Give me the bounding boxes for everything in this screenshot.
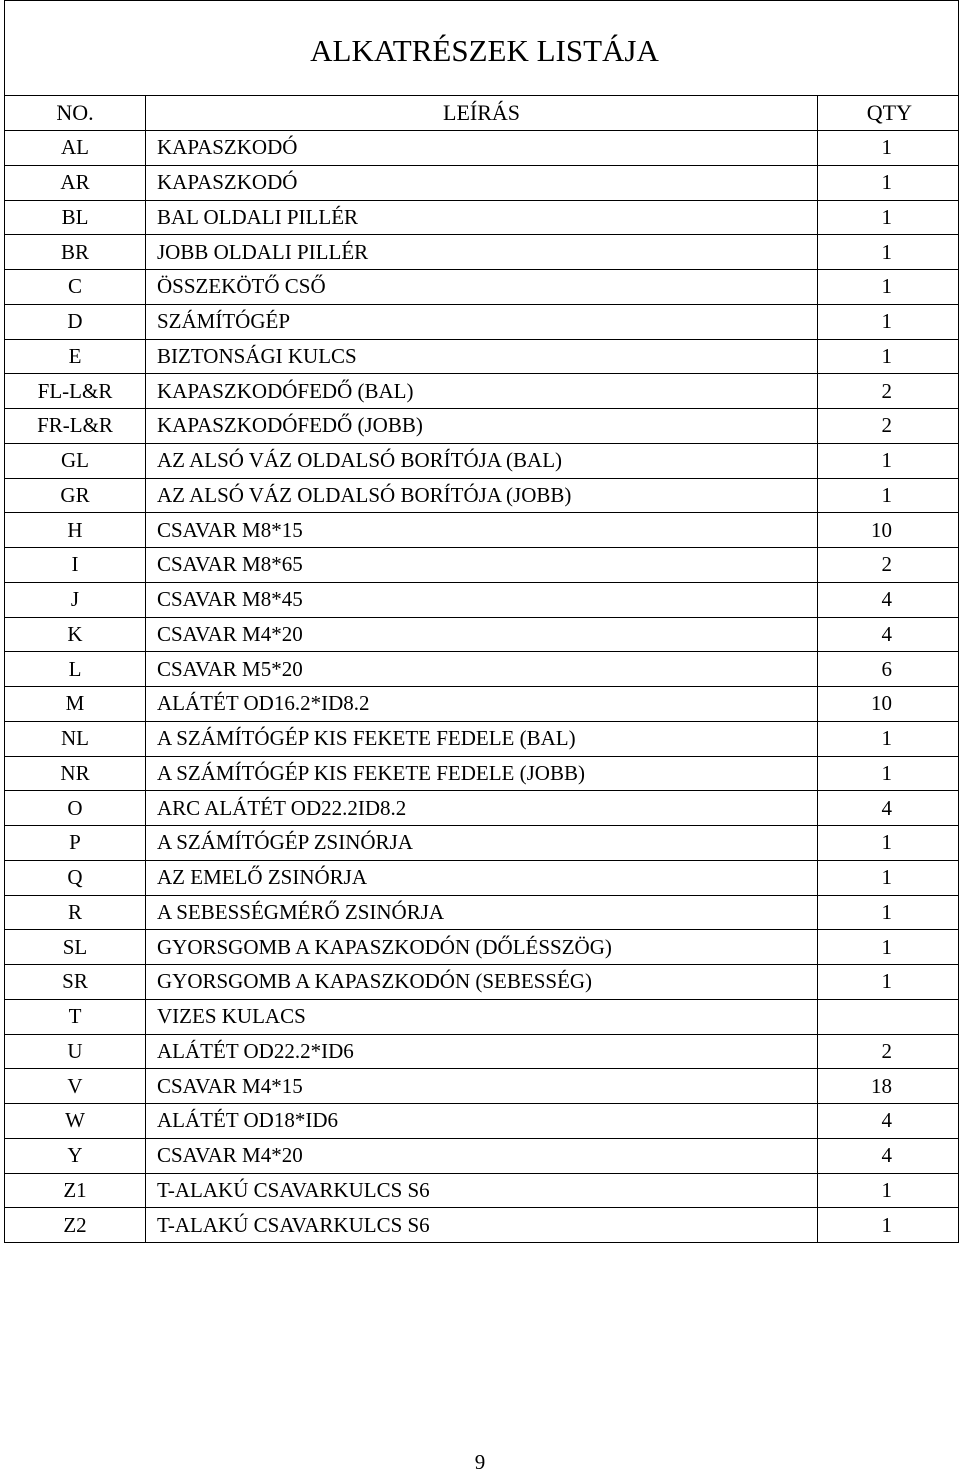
description-cell: SZÁMÍTÓGÉP bbox=[146, 304, 818, 339]
page-number: 9 bbox=[474, 1450, 486, 1474]
part-number-cell: U bbox=[5, 1034, 146, 1069]
part-number-cell: C bbox=[5, 270, 146, 305]
part-number-cell: E bbox=[5, 339, 146, 374]
table-row bbox=[5, 1069, 959, 1104]
quantity-cell: 1 bbox=[818, 235, 959, 270]
quantity-cell: 10 bbox=[818, 513, 959, 548]
table-row bbox=[5, 999, 959, 1034]
quantity-cell: 2 bbox=[818, 409, 959, 444]
table-row bbox=[5, 443, 959, 478]
part-number-cell: L bbox=[5, 652, 146, 687]
quantity-cell: 1 bbox=[818, 165, 959, 200]
description-cell: KAPASZKODÓFEDŐ (BAL) bbox=[146, 374, 818, 409]
description-cell: JOBB OLDALI PILLÉR bbox=[146, 235, 818, 270]
quantity-cell: 1 bbox=[818, 721, 959, 756]
table-row bbox=[5, 304, 959, 339]
quantity-cell: 1 bbox=[818, 304, 959, 339]
quantity-cell: 1 bbox=[818, 270, 959, 305]
table-row bbox=[5, 582, 959, 617]
table-row bbox=[5, 374, 959, 409]
part-number-cell: NR bbox=[5, 756, 146, 791]
table-row bbox=[5, 235, 959, 270]
table-row bbox=[5, 1208, 959, 1243]
part-number-cell: W bbox=[5, 1104, 146, 1139]
part-number-cell: Z2 bbox=[5, 1208, 146, 1243]
quantity-cell: 1 bbox=[818, 1208, 959, 1243]
description-cell: CSAVAR M5*20 bbox=[146, 652, 818, 687]
part-number-cell: Q bbox=[5, 860, 146, 895]
description-cell: KAPASZKODÓ bbox=[146, 131, 818, 166]
quantity-cell: 1 bbox=[818, 1173, 959, 1208]
table-row bbox=[5, 478, 959, 513]
page-title: ALKATRÉSZEK LISTÁJA bbox=[5, 1, 959, 96]
part-number-cell: SR bbox=[5, 965, 146, 1000]
part-number-cell: GR bbox=[5, 478, 146, 513]
quantity-cell: 2 bbox=[818, 374, 959, 409]
quantity-cell: 1 bbox=[818, 860, 959, 895]
header-row bbox=[5, 96, 959, 131]
quantity-cell: 4 bbox=[818, 617, 959, 652]
table-row bbox=[5, 409, 959, 444]
description-cell: BAL OLDALI PILLÉR bbox=[146, 200, 818, 235]
description-cell: ALÁTÉT OD22.2*ID6 bbox=[146, 1034, 818, 1069]
table-row bbox=[5, 721, 959, 756]
description-cell: AZ ALSÓ VÁZ OLDALSÓ BORÍTÓJA (BAL) bbox=[146, 443, 818, 478]
table-row bbox=[5, 756, 959, 791]
part-number-cell: FL-L&R bbox=[5, 374, 146, 409]
quantity-cell: 1 bbox=[818, 131, 959, 166]
part-number-cell: T bbox=[5, 999, 146, 1034]
table-row bbox=[5, 687, 959, 722]
part-number-cell: D bbox=[5, 304, 146, 339]
description-cell: A SZÁMÍTÓGÉP KIS FEKETE FEDELE (BAL) bbox=[146, 721, 818, 756]
part-number-cell: O bbox=[5, 791, 146, 826]
column-header-description: LEÍRÁS bbox=[146, 96, 818, 131]
part-number-cell: H bbox=[5, 513, 146, 548]
part-number-cell: J bbox=[5, 582, 146, 617]
description-cell: CSAVAR M8*15 bbox=[146, 513, 818, 548]
part-number-cell: AR bbox=[5, 165, 146, 200]
table-row bbox=[5, 895, 959, 930]
description-cell: BIZTONSÁGI KULCS bbox=[146, 339, 818, 374]
description-cell: A SZÁMÍTÓGÉP KIS FEKETE FEDELE (JOBB) bbox=[146, 756, 818, 791]
description-cell: VIZES KULACS bbox=[146, 999, 818, 1034]
part-number-cell: K bbox=[5, 617, 146, 652]
description-cell: T-ALAKÚ CSAVARKULCS S6 bbox=[146, 1208, 818, 1243]
description-cell: CSAVAR M4*20 bbox=[146, 617, 818, 652]
table-row bbox=[5, 513, 959, 548]
part-number-cell: R bbox=[5, 895, 146, 930]
table-row bbox=[5, 270, 959, 305]
table-row bbox=[5, 165, 959, 200]
part-number-cell: SL bbox=[5, 930, 146, 965]
part-number-cell: BL bbox=[5, 200, 146, 235]
part-number-cell: P bbox=[5, 826, 146, 861]
table-row bbox=[5, 930, 959, 965]
quantity-cell: 1 bbox=[818, 756, 959, 791]
description-cell: GYORSGOMB A KAPASZKODÓN (SEBESSÉG) bbox=[146, 965, 818, 1000]
part-number-cell: Y bbox=[5, 1138, 146, 1173]
part-number-cell: NL bbox=[5, 721, 146, 756]
table-row bbox=[5, 1104, 959, 1139]
description-cell: CSAVAR M8*45 bbox=[146, 582, 818, 617]
part-number-cell: V bbox=[5, 1069, 146, 1104]
quantity-cell: 1 bbox=[818, 443, 959, 478]
table-row bbox=[5, 1138, 959, 1173]
quantity-cell: 2 bbox=[818, 548, 959, 583]
table-row bbox=[5, 200, 959, 235]
column-header-qty: QTY bbox=[818, 96, 959, 131]
quantity-cell: 4 bbox=[818, 791, 959, 826]
table-row bbox=[5, 131, 959, 166]
quantity-cell: 1 bbox=[818, 339, 959, 374]
quantity-cell: 1 bbox=[818, 930, 959, 965]
part-number-cell: M bbox=[5, 687, 146, 722]
table-row bbox=[5, 1173, 959, 1208]
table-row bbox=[5, 860, 959, 895]
part-number-cell: AL bbox=[5, 131, 146, 166]
quantity-cell: 4 bbox=[818, 582, 959, 617]
part-number-cell: FR-L&R bbox=[5, 409, 146, 444]
description-cell: AZ ALSÓ VÁZ OLDALSÓ BORÍTÓJA (JOBB) bbox=[146, 478, 818, 513]
quantity-cell: 10 bbox=[818, 687, 959, 722]
description-cell: CSAVAR M8*65 bbox=[146, 548, 818, 583]
table-row bbox=[5, 548, 959, 583]
table-row bbox=[5, 965, 959, 1000]
title-row bbox=[5, 1, 959, 96]
quantity-cell: 18 bbox=[818, 1069, 959, 1104]
part-number-cell: GL bbox=[5, 443, 146, 478]
part-number-cell: Z1 bbox=[5, 1173, 146, 1208]
part-number-cell: BR bbox=[5, 235, 146, 270]
parts-list-body bbox=[5, 1, 959, 1243]
description-cell: T-ALAKÚ CSAVARKULCS S6 bbox=[146, 1173, 818, 1208]
quantity-cell: 1 bbox=[818, 965, 959, 1000]
quantity-cell: 2 bbox=[818, 1034, 959, 1069]
description-cell: GYORSGOMB A KAPASZKODÓN (DŐLÉSSZÖG) bbox=[146, 930, 818, 965]
quantity-cell: 4 bbox=[818, 1138, 959, 1173]
quantity-cell: 1 bbox=[818, 826, 959, 861]
table-row bbox=[5, 652, 959, 687]
parts-list-table bbox=[4, 0, 959, 1243]
column-header-no: NO. bbox=[5, 96, 146, 131]
description-cell: AZ EMELŐ ZSINÓRJA bbox=[146, 860, 818, 895]
description-cell: ÖSSZEKÖTŐ CSŐ bbox=[146, 270, 818, 305]
description-cell: ALÁTÉT OD16.2*ID8.2 bbox=[146, 687, 818, 722]
table-row bbox=[5, 617, 959, 652]
quantity-cell: 1 bbox=[818, 895, 959, 930]
description-cell: ALÁTÉT OD18*ID6 bbox=[146, 1104, 818, 1139]
table-row bbox=[5, 339, 959, 374]
quantity-cell: 1 bbox=[818, 478, 959, 513]
quantity-cell: 4 bbox=[818, 1104, 959, 1139]
part-number-cell: I bbox=[5, 548, 146, 583]
description-cell: ARC ALÁTÉT OD22.2ID8.2 bbox=[146, 791, 818, 826]
table-row bbox=[5, 1034, 959, 1069]
quantity-cell: 1 bbox=[818, 200, 959, 235]
quantity-cell bbox=[818, 999, 959, 1034]
table-row bbox=[5, 791, 959, 826]
description-cell: KAPASZKODÓFEDŐ (JOBB) bbox=[146, 409, 818, 444]
description-cell: A SEBESSÉGMÉRŐ ZSINÓRJA bbox=[146, 895, 818, 930]
description-cell: CSAVAR M4*20 bbox=[146, 1138, 818, 1173]
description-cell: CSAVAR M4*15 bbox=[146, 1069, 818, 1104]
quantity-cell: 6 bbox=[818, 652, 959, 687]
description-cell: A SZÁMÍTÓGÉP ZSINÓRJA bbox=[146, 826, 818, 861]
description-cell: KAPASZKODÓ bbox=[146, 165, 818, 200]
table-row bbox=[5, 826, 959, 861]
